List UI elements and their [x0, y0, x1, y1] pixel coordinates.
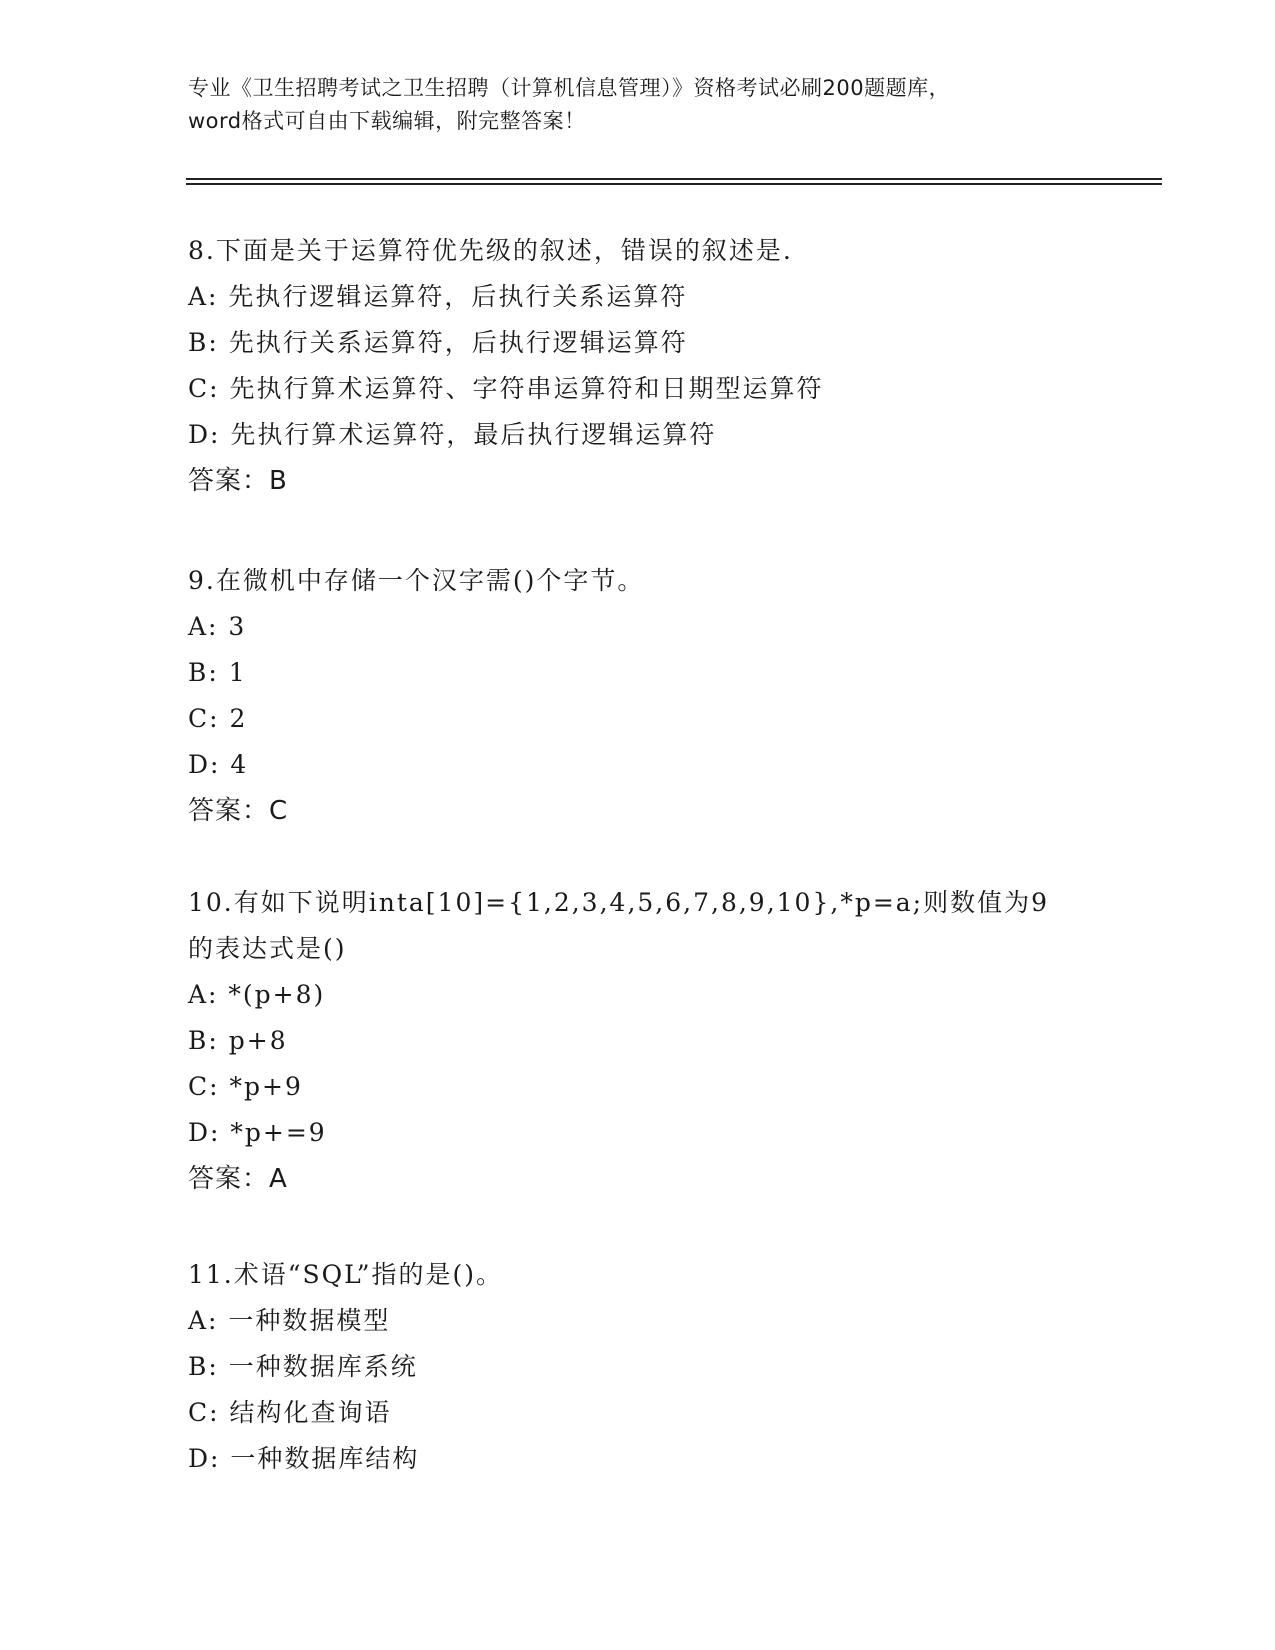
option-b: B: 一种数据库系统 — [188, 1352, 418, 1381]
question-stem: 9.在微机中存储一个汉字需()个字节。 — [188, 566, 645, 595]
question-stem: 10.有如下说明inta[10]={1,2,3,4,5,6,7,8,9,10},*p=a;则数值为9 — [188, 888, 1049, 917]
question-stem: 11.术语“SQL”指的是()。 — [188, 1260, 504, 1289]
question-stem-continued: 的表达式是() — [188, 934, 347, 963]
option-d: D: 先执行算术运算符，最后执行逻辑运算符 — [188, 420, 717, 449]
document-header — [188, 72, 1088, 138]
header-title-line-2: word格式可自由下载编辑，附完整答案！ — [188, 109, 586, 133]
answer: 答案：A — [188, 1164, 288, 1194]
option-c: C: 2 — [188, 704, 248, 733]
option-d: D: 一种数据库结构 — [188, 1444, 420, 1473]
option-a: A: *(p+8) — [188, 980, 326, 1009]
question-9 — [188, 558, 1088, 834]
option-b: B: p+8 — [188, 1026, 288, 1055]
option-c: C: *p+9 — [188, 1072, 303, 1101]
question-stem: 8.下面是关于运算符优先级的叙述，错误的叙述是. — [188, 236, 793, 265]
question-11 — [188, 1252, 1088, 1482]
option-d: D: *p+=9 — [188, 1118, 327, 1147]
header-divider-top — [186, 178, 1162, 180]
question-8 — [188, 228, 1088, 504]
option-c: C: 先执行算术运算符、字符串运算符和日期型运算符 — [188, 374, 824, 403]
header-divider-bottom — [186, 183, 1162, 185]
header-title-line-1: 专业《卫生招聘考试之卫生招聘（计算机信息管理）》资格考试必刷200题题库， — [188, 76, 951, 100]
option-a: A: 先执行逻辑运算符，后执行关系运算符 — [188, 282, 688, 311]
answer: 答案：C — [188, 796, 289, 826]
answer: 答案：B — [188, 466, 288, 496]
option-b: B: 1 — [188, 658, 247, 687]
option-d: D: 4 — [188, 750, 249, 779]
option-b: B: 先执行关系运算符，后执行逻辑运算符 — [188, 328, 688, 357]
option-a: A: 3 — [188, 612, 247, 641]
option-a: A: 一种数据模型 — [188, 1306, 391, 1335]
option-c: C: 结构化查询语 — [188, 1398, 392, 1427]
question-10 — [188, 880, 1088, 1202]
